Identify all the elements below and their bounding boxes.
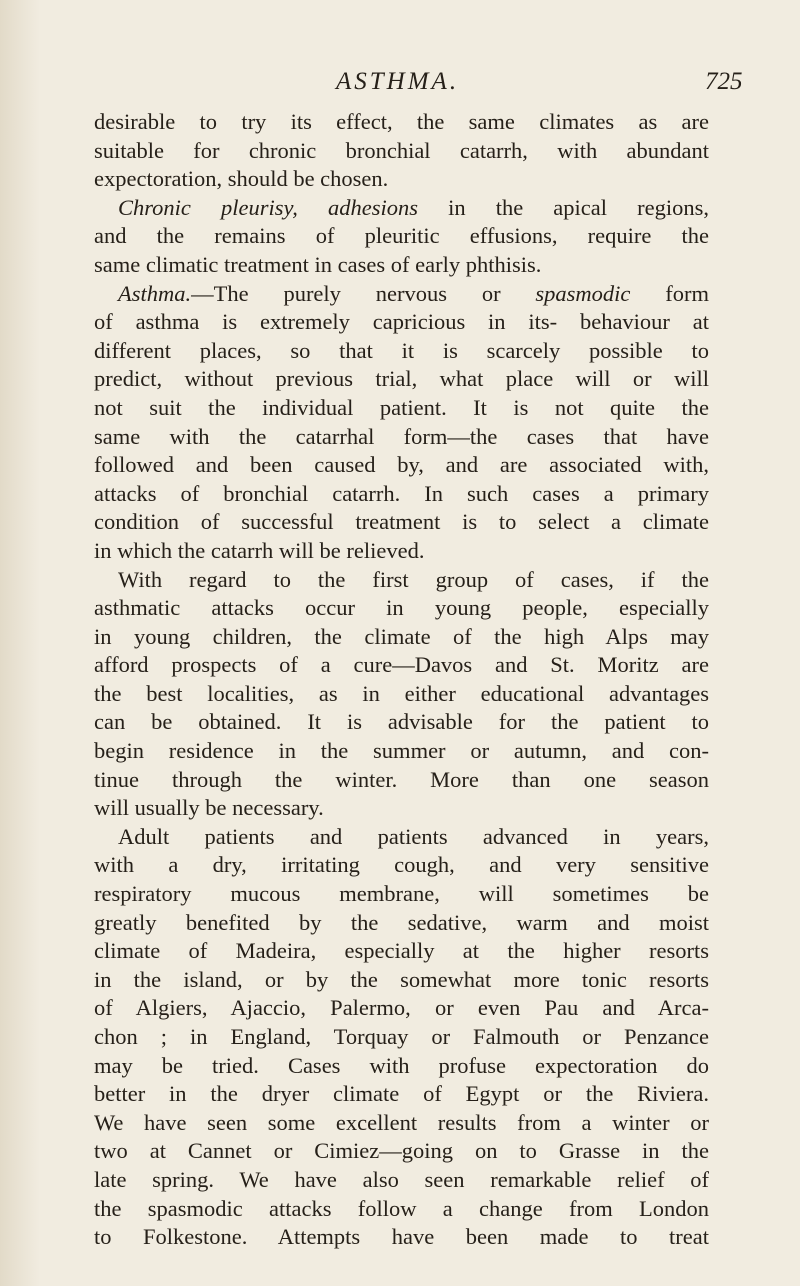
italic-term: spasmodic (535, 280, 631, 306)
italic-term: Chronic pleurisy, adhesions (118, 194, 418, 220)
text-line: same climatic treatment in cases of early phthisis. (94, 251, 542, 277)
text-line: and the remains of pleuritic effusions, require the (94, 223, 709, 249)
text-line: in the island, or by the somewhat more tonic resorts (94, 966, 709, 992)
text-line: expectoration, should be chosen. (94, 166, 389, 192)
page-edge-shadow (0, 0, 40, 1286)
text-line: followed and been caused by, and are associated with, (94, 452, 709, 478)
text-line: desirable to try its effect, the same climates as are (94, 109, 709, 134)
text-line: of asthma is extremely capricious in its- behaviour at (94, 309, 709, 335)
text-line: with a dry, irritating cough, and very sensitive (94, 852, 709, 878)
text-line: asthmatic attacks occur in young people, especially (94, 595, 709, 621)
text-line: condition of successful treatment is to select a climate (94, 509, 709, 535)
text-line: greatly benefited by the sedative, warm and moist (94, 909, 709, 935)
running-head: ASTHMA. (336, 68, 460, 95)
text-line: attacks of bronchial catarrh. In such cases a primary (94, 480, 709, 506)
text-line: two at Cannet or Cimiez—going on to Grasse in the (94, 1138, 709, 1164)
text-line: the spasmodic attacks follow a change from London (94, 1195, 709, 1221)
text-line: afford prospects of a cure—Davos and St. Moritz are (94, 652, 709, 678)
page-number: 725 (705, 68, 743, 95)
text-line: predict, without previous trial, what place will or will (94, 366, 709, 392)
text-line: We have seen some excellent results from a winter or (94, 1109, 709, 1135)
text-line: Chronic pleurisy, adhesions in the apical regions, (118, 194, 709, 220)
section-heading-asthma: Asthma. (118, 280, 192, 306)
text-line: tinue through the winter. More than one season (94, 766, 709, 792)
text-line: can be obtained. It is advisable for the patient to (94, 709, 709, 735)
text-line: not suit the individual patient. It is not quite the (94, 394, 709, 420)
text-line: With regard to the first group of cases, if the (118, 566, 709, 592)
text-line: may be tried. Cases with profuse expectoration do (94, 1052, 709, 1078)
text-line: late spring. We have also seen remarkable relief of (94, 1166, 709, 1192)
text-line: of Algiers, Ajaccio, Palermo, or even Pau and Arca- (94, 995, 709, 1021)
text-line: the best localities, as in either educational advantages (94, 680, 709, 706)
text-line: begin residence in the summer or autumn, and con- (94, 738, 709, 764)
text-line: chon ; in England, Torquay or Falmouth or Penzance (94, 1024, 709, 1049)
text-line: suitable for chronic bronchial catarrh, with abundant (94, 137, 709, 163)
text-line: Adult patients and patients advanced in years, (118, 823, 709, 849)
text-line: climate of Madeira, especially at the higher resorts (94, 938, 709, 964)
text-line: will usually be necessary. (94, 795, 324, 821)
text-line: to Folkestone. Attempts have been made to treat (94, 1224, 709, 1250)
text-line: same with the catarrhal form—the cases that have (94, 423, 709, 449)
text-line: Asthma.—The purely nervous or spasmodic form (118, 280, 709, 306)
text-line: in young children, the climate of the high Alps may (94, 623, 709, 649)
text-line: better in the dryer climate of Egypt or the Riviera. (94, 1081, 709, 1107)
text-line: in which the catarrh will be relieved. (94, 537, 425, 563)
text-line: different places, so that it is scarcely possible to (94, 337, 709, 363)
body-text (94, 108, 709, 1252)
text-line: respiratory mucous membrane, will sometimes be (94, 881, 709, 907)
